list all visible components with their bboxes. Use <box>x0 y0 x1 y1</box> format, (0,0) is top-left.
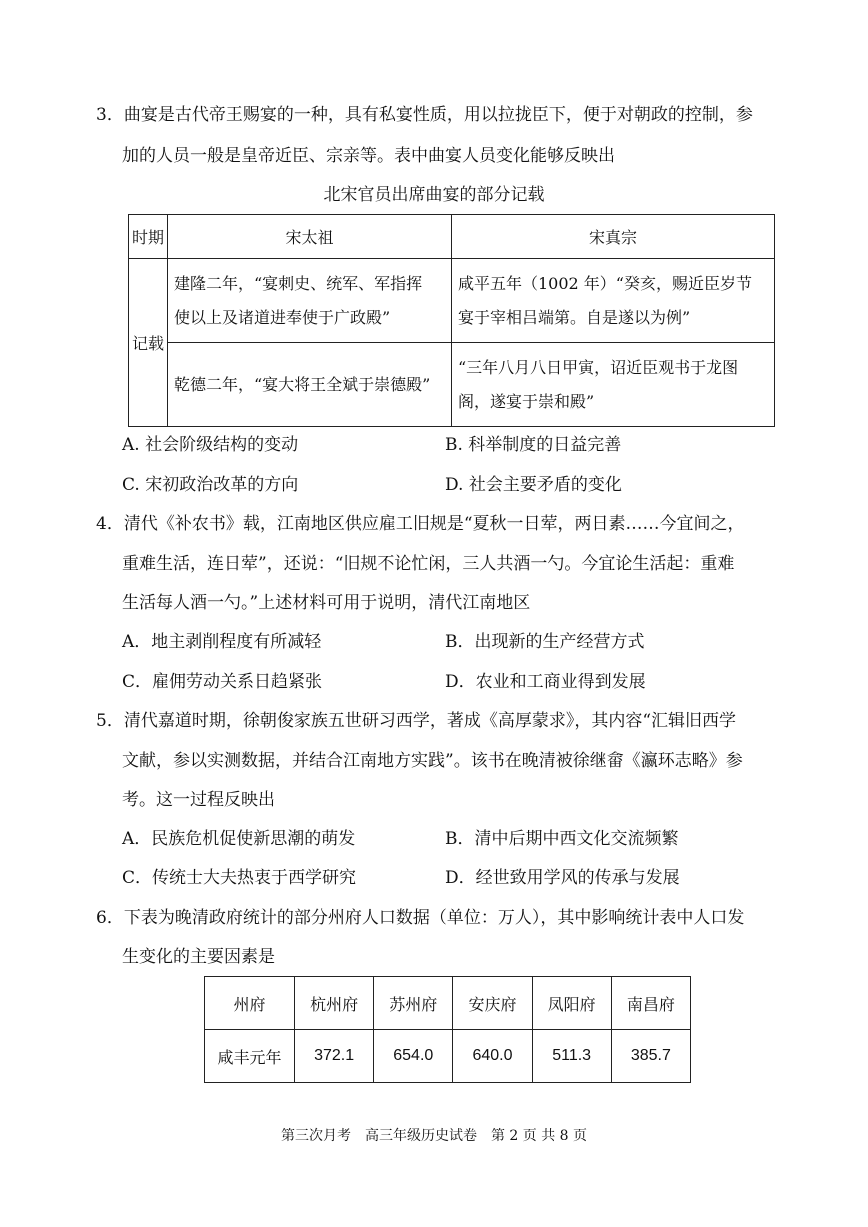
q6-header-hangzhou: 杭州府 <box>295 977 374 1030</box>
q3-col-period: 时期 <box>129 215 168 259</box>
q3-option-d[interactable]: D. 社会主要矛盾的变化 <box>445 475 622 495</box>
q3-cell-r2a-line-1: 乾德二年，“宴大将王全斌于崇德殿” <box>174 374 431 394</box>
q4-stem-line-3: 生活每人酒一勺。”上述材料可用于说明，清代江南地区 <box>122 593 531 613</box>
q3-cell-r2b-line-1: “三年八月八日甲寅，诏近臣观书于龙图 <box>458 357 739 377</box>
q6-header-suzhou: 苏州府 <box>374 977 453 1030</box>
q5-stem-line-1: 5．清代嘉道时期，徐朝俊家族五世研习西学，著成《高厚蒙求》，其内容“汇辑旧西学 <box>96 711 737 731</box>
q3-cell-r1a <box>168 259 452 343</box>
q5-option-c[interactable]: C．传统士大夫热衷于西学研究 <box>122 868 357 888</box>
q3-table-caption: 北宋官员出席曲宴的部分记载 <box>323 185 545 205</box>
q3-table <box>128 214 775 427</box>
q3-option-b[interactable]: B. 科举制度的日益完善 <box>445 435 622 455</box>
q3-cell-r1a-line-2: 使以上及诸道进奉使于广政殿” <box>174 307 391 327</box>
q6-header-nanchang: 南昌府 <box>611 977 690 1030</box>
q6-value-hangzhou: 372.1 <box>295 1030 374 1083</box>
q6-header-anqing: 安庆府 <box>453 977 532 1030</box>
q3-cell-r2b-line-2: 阁，遂宴于崇和殿” <box>458 391 595 411</box>
q6-stem-line-1: 6．下表为晚清政府统计的部分州府人口数据（单位：万人），其中影响统计表中人口发 <box>96 908 745 928</box>
q3-stem-line-1: 3．曲宴是古代帝王赐宴的一种，具有私宴性质，用以拉拢臣下，便于对朝政的控制，参 <box>96 105 753 125</box>
q4-option-c[interactable]: C．雇佣劳动关系日趋紧张 <box>122 672 323 692</box>
q6-header-fengyang: 凤阳府 <box>532 977 611 1030</box>
q6-population-table <box>204 976 691 1083</box>
q6-value-nanchang: 385.7 <box>611 1030 690 1083</box>
q5-option-d[interactable]: D．经世致用学风的传承与发展 <box>445 868 680 888</box>
q3-cell-r1a-line-1: 建隆二年，“宴刺史、统军、军指挥 <box>174 273 423 293</box>
q3-cell-r1b <box>452 259 775 343</box>
q4-option-b[interactable]: B．出现新的生产经营方式 <box>445 632 645 652</box>
q6-header-prefecture: 州府 <box>205 977 295 1030</box>
q3-row-label: 记载 <box>129 259 168 427</box>
q3-cell-r1b-line-1: 咸平五年（1002 年）“癸亥，赐近臣岁节 <box>458 273 752 293</box>
q6-value-suzhou: 654.0 <box>374 1030 453 1083</box>
q5-stem-line-3: 考。这一过程反映出 <box>122 790 275 810</box>
q3-cell-r2a <box>168 343 452 427</box>
q6-value-anqing: 640.0 <box>453 1030 532 1083</box>
q3-option-a[interactable]: A. 社会阶级结构的变动 <box>122 435 299 455</box>
q5-option-a[interactable]: A．民族危机促使新思潮的萌发 <box>122 829 356 849</box>
q3-stem-line-2: 加的人员一般是皇帝近臣、宗亲等。表中曲宴人员变化能够反映出 <box>122 146 615 166</box>
q5-stem-line-2: 文献，参以实测数据，并结合江南地方实践”。该书在晚清被徐继畲《瀛环志略》参 <box>122 751 743 771</box>
q6-row-label: 咸丰元年 <box>205 1030 295 1083</box>
q4-option-d[interactable]: D．农业和工商业得到发展 <box>445 672 646 692</box>
q3-col-taizu: 宋太祖 <box>168 215 452 259</box>
q3-cell-r1b-line-2: 宴于宰相吕端第。自是遂以为例” <box>458 307 691 327</box>
q4-stem-line-2: 重难生活，连日荤”，还说：“旧规不论忙闲，三人共酒一勺。今宜论生活起：重难 <box>122 554 735 574</box>
q6-value-fengyang: 511.3 <box>532 1030 611 1083</box>
q5-option-b[interactable]: B．清中后期中西文化交流频繁 <box>445 829 679 849</box>
q4-option-a[interactable]: A．地主剥削程度有所减轻 <box>122 632 322 652</box>
q3-option-c[interactable]: C. 宋初政治改革的方向 <box>122 475 299 495</box>
q3-col-zhenzong: 宋真宗 <box>452 215 775 259</box>
page-footer: 第三次月考 高三年级历史试卷 第 2 页 共 8 页 <box>280 1128 588 1144</box>
q4-stem-line-1: 4．清代《补农书》载，江南地区供应雇工旧规是“夏秋一日荤，两日素……今宜间之， <box>96 514 745 534</box>
q3-cell-r2b <box>452 343 775 427</box>
q6-stem-line-2: 生变化的主要因素是 <box>122 947 275 967</box>
